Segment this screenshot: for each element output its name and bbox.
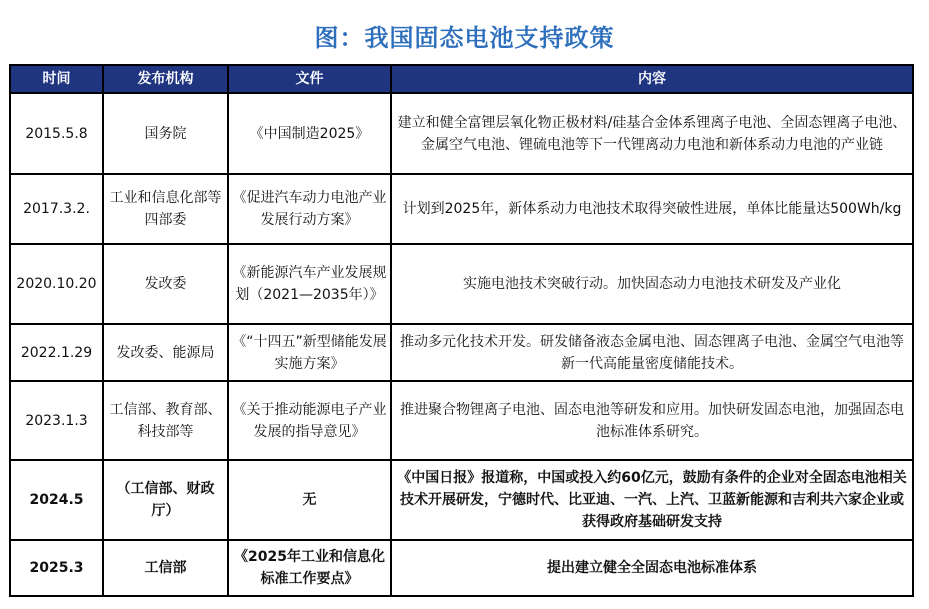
- cell-date: 2015.5.8: [10, 93, 103, 174]
- cell-org: 工信部、教育部、科技部等: [103, 381, 228, 460]
- cell-content: 《中国日报》报道称，中国或投入约60亿元，鼓励有条件的企业对全固态电池相关技术开展研发，宁德时代、比亚迪、一汽、上汽、卫蓝新能源和吉利共六家企业或获得政府基础研发支持: [391, 460, 913, 540]
- cell-date: 2025.3: [10, 540, 103, 596]
- cell-date: 2024.5: [10, 460, 103, 540]
- table-row: [10, 324, 913, 381]
- cell-content: 建立和健全富锂层氧化物正极材料/硅基合金体系锂离子电池、全固态锂离子电池、金属空气电池、锂硫电池等下一代锂离动力电池和新体系动力电池的产业链: [391, 93, 913, 174]
- cell-date: 2023.1.3: [10, 381, 103, 460]
- cell-org: 发改委、能源局: [103, 324, 228, 381]
- header-content: 内容: [391, 65, 913, 93]
- cell-org: （工信部、财政厅）: [103, 460, 228, 540]
- cell-content: 计划到2025年，新体系动力电池技术取得突破性进展，单体比能量达500Wh/kg: [391, 174, 913, 244]
- cell-doc: 《新能源汽车产业发展规划（2021—2035年）》: [228, 244, 391, 324]
- cell-org: 工信部: [103, 540, 228, 596]
- header-org: 发布机构: [103, 65, 228, 93]
- cell-date: 2017.3.2.: [10, 174, 103, 244]
- table-row: [10, 174, 913, 244]
- table-header-row: [10, 65, 913, 93]
- cell-date: 2022.1.29: [10, 324, 103, 381]
- cell-org: 工业和信息化部等四部委: [103, 174, 228, 244]
- policy-table: [9, 64, 914, 597]
- header-doc: 文件: [228, 65, 391, 93]
- cell-doc: 《“十四五”新型储能发展实施方案》: [228, 324, 391, 381]
- cell-doc: 《关于推动能源电子产业发展的指导意见》: [228, 381, 391, 460]
- table-row: [10, 93, 913, 174]
- cell-date: 2020.10.20: [10, 244, 103, 324]
- table-row: [10, 244, 913, 324]
- cell-doc: 《2025年工业和信息化标准工作要点》: [228, 540, 391, 596]
- table-row: [10, 540, 913, 596]
- cell-content: 实施电池技术突破行动。加快固态动力电池技术研发及产业化: [391, 244, 913, 324]
- cell-content: 推动多元化技术开发。研发储备液态金属电池、固态锂离子电池、金属空气电池等新一代高能量密度储能技术。: [391, 324, 913, 381]
- page-title: 图：我国固态电池支持政策: [314, 24, 615, 52]
- cell-doc: 无: [228, 460, 391, 540]
- cell-doc: 《中国制造2025》: [228, 93, 391, 174]
- cell-content: 提出建立健全全固态电池标准体系: [391, 540, 913, 596]
- table-row: [10, 460, 913, 540]
- cell-org: 发改委: [103, 244, 228, 324]
- cell-doc: 《促进汽车动力电池产业发展行动方案》: [228, 174, 391, 244]
- table-row: [10, 381, 913, 460]
- cell-content: 推进聚合物锂离子电池、固态电池等研发和应用。加快研发固态电池，加强固态电池标准体系研究。: [391, 381, 913, 460]
- cell-org: 国务院: [103, 93, 228, 174]
- header-date: 时间: [10, 65, 103, 93]
